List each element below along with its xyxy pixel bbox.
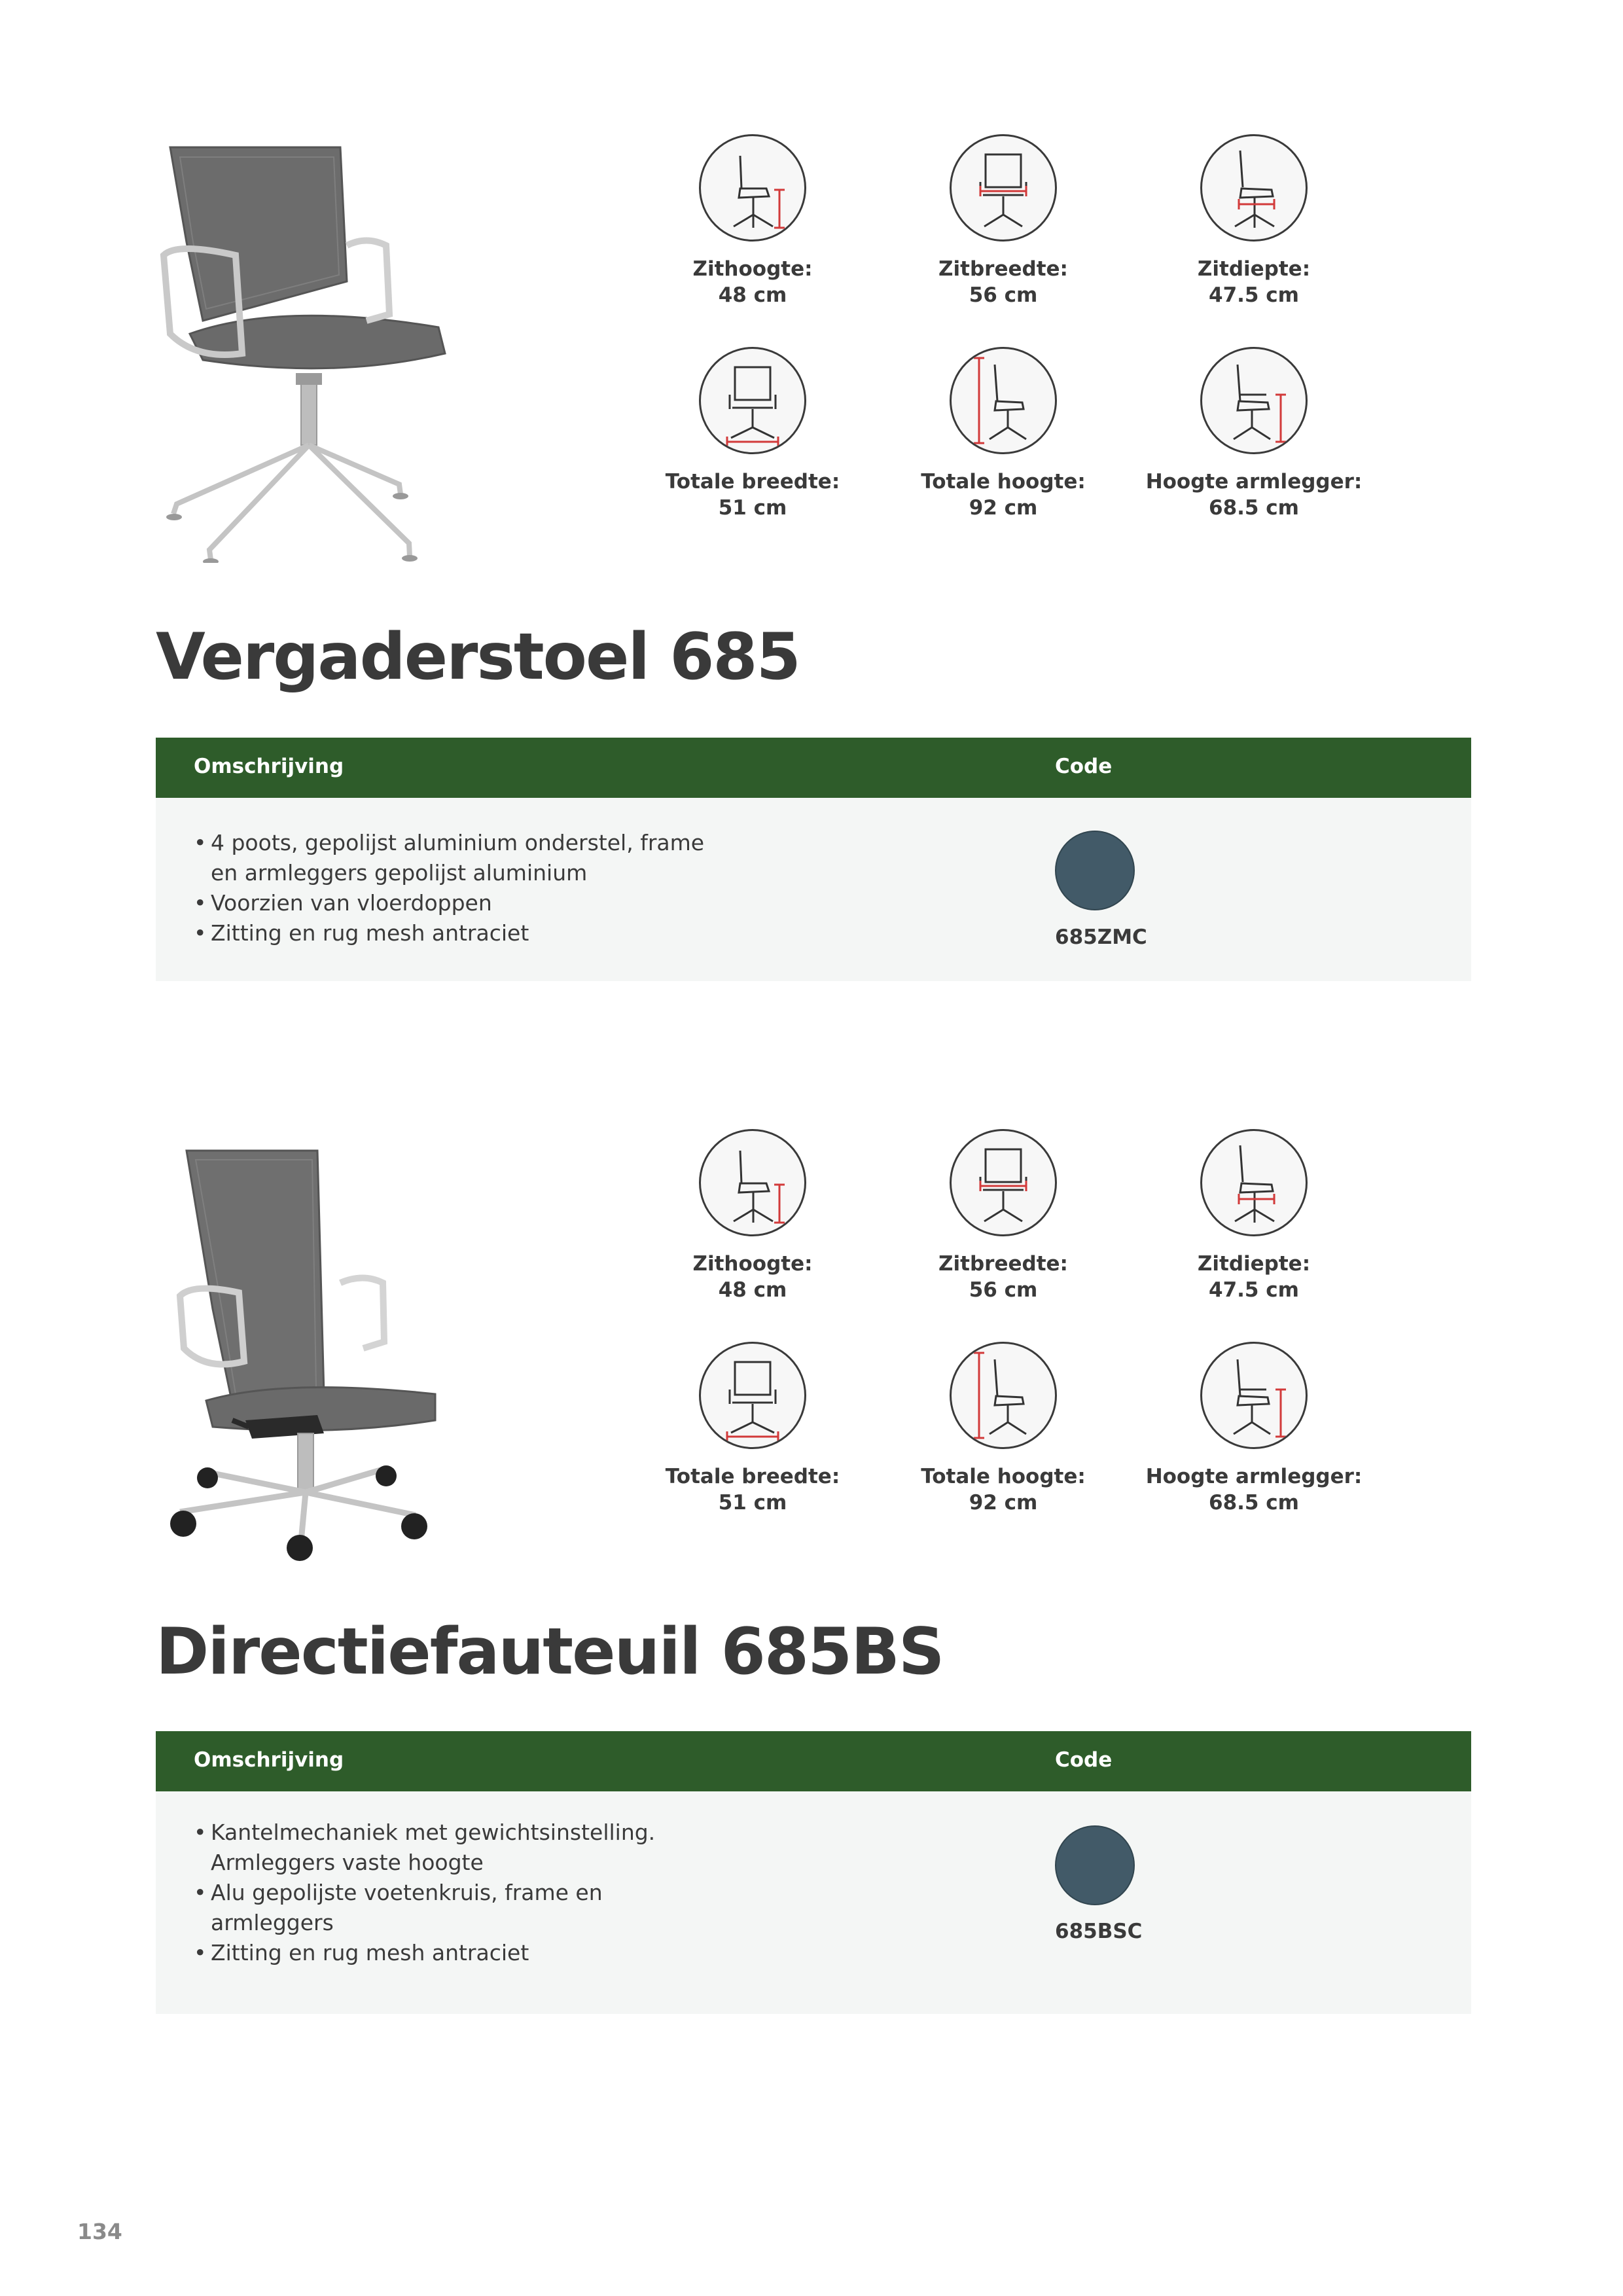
spec-label: Zitdiepte: [1197,1252,1311,1276]
spec-label: Totale breedte: [665,470,840,493]
description-list [194,828,708,948]
list-item: • 4 poots, gepolijst aluminium onderstel, frame en armleggers gepolijst aluminium [194,830,705,886]
list-item: • Voorzien van vloerdoppen [194,890,492,916]
chair-front-seat-width-icon [950,1129,1057,1236]
spec-value: 48 cm [718,1278,787,1302]
spec-armrest-height [1130,1342,1378,1516]
color-swatch [1055,1825,1135,1905]
column-header-description: Omschrijving [194,1748,344,1772]
spec-value: 68.5 cm [1209,496,1299,520]
spec-value: 47.5 cm [1209,1278,1299,1302]
list-item: • Zitting en rug mesh antraciet [194,1940,529,1965]
spec-value: 47.5 cm [1209,283,1299,307]
product-code: 685BSC [1055,1920,1143,1943]
product-title: Directiefauteuil 685BS [156,1615,944,1689]
spec-value: 68.5 cm [1209,1491,1299,1515]
product-code: 685ZMC [1055,925,1147,949]
spec-seat-width [879,134,1128,308]
column-header-description: Omschrijving [194,755,344,778]
product-title: Vergaderstoel 685 [156,620,800,694]
list-item: • Kantelmechaniek met gewichtsinstelling. Armleggers vaste hoogte [194,1820,656,1875]
chair-side-armrest-height-icon [1200,1342,1308,1449]
spec-label: Totale hoogte: [921,1465,1086,1488]
chair-side-seat-height-icon [699,1129,806,1236]
spec-seat-depth [1130,1129,1378,1303]
spec-label: Totale hoogte: [921,470,1086,493]
spec-label: Totale breedte: [665,1465,840,1488]
chair-front-seat-width-icon [950,134,1057,242]
spec-value: 51 cm [718,496,787,520]
chair-photo-5-star-castors [167,1145,442,1564]
list-item: • Alu gepolijste voetenkruis, frame en armleggers [194,1880,603,1935]
spec-label: Zitbreedte: [938,1252,1068,1276]
spec-seat-width [879,1129,1128,1303]
spec-value: 48 cm [718,283,787,307]
chair-side-total-height-icon [950,1342,1057,1449]
color-swatch [1055,831,1135,910]
column-header-code: Code [1055,1748,1113,1772]
spec-total-height [879,1342,1128,1516]
spec-seat-height [628,1129,877,1303]
description-list [194,1818,708,1968]
table-body [156,798,1471,981]
chair-front-total-width-icon [699,347,806,454]
spec-value: 92 cm [969,1491,1038,1515]
spec-value: 56 cm [969,283,1038,307]
chair-side-armrest-height-icon [1200,347,1308,454]
spec-seat-height [628,134,877,308]
spec-value: 92 cm [969,496,1038,520]
chair-photo-4-leg [151,137,458,563]
spec-total-width [628,347,877,521]
spec-label: Hoogte armlegger: [1145,470,1363,493]
list-item: • Zitting en rug mesh antraciet [194,920,529,946]
spec-value: 51 cm [718,1491,787,1515]
chair-side-seat-depth-icon [1200,1129,1308,1236]
page-number: 134 [77,2219,122,2244]
spec-label: Zitdiepte: [1197,257,1311,281]
spec-label: Zithoogte: [692,257,813,281]
chair-side-seat-height-icon [699,134,806,242]
spec-seat-depth [1130,134,1378,308]
chair-side-total-height-icon [950,347,1057,454]
spec-armrest-height [1130,347,1378,521]
table-body [156,1791,1471,2014]
spec-label: Hoogte armlegger: [1145,1465,1363,1488]
table-header [156,738,1471,798]
chair-front-total-width-icon [699,1342,806,1449]
chair-side-seat-depth-icon [1200,134,1308,242]
spec-label: Zitbreedte: [938,257,1068,281]
table-header [156,1731,1471,1791]
spec-total-height [879,347,1128,521]
spec-label: Zithoogte: [692,1252,813,1276]
product-table [156,738,1471,981]
product-table [156,1731,1471,2014]
column-header-code: Code [1055,755,1113,778]
spec-total-width [628,1342,877,1516]
spec-value: 56 cm [969,1278,1038,1302]
